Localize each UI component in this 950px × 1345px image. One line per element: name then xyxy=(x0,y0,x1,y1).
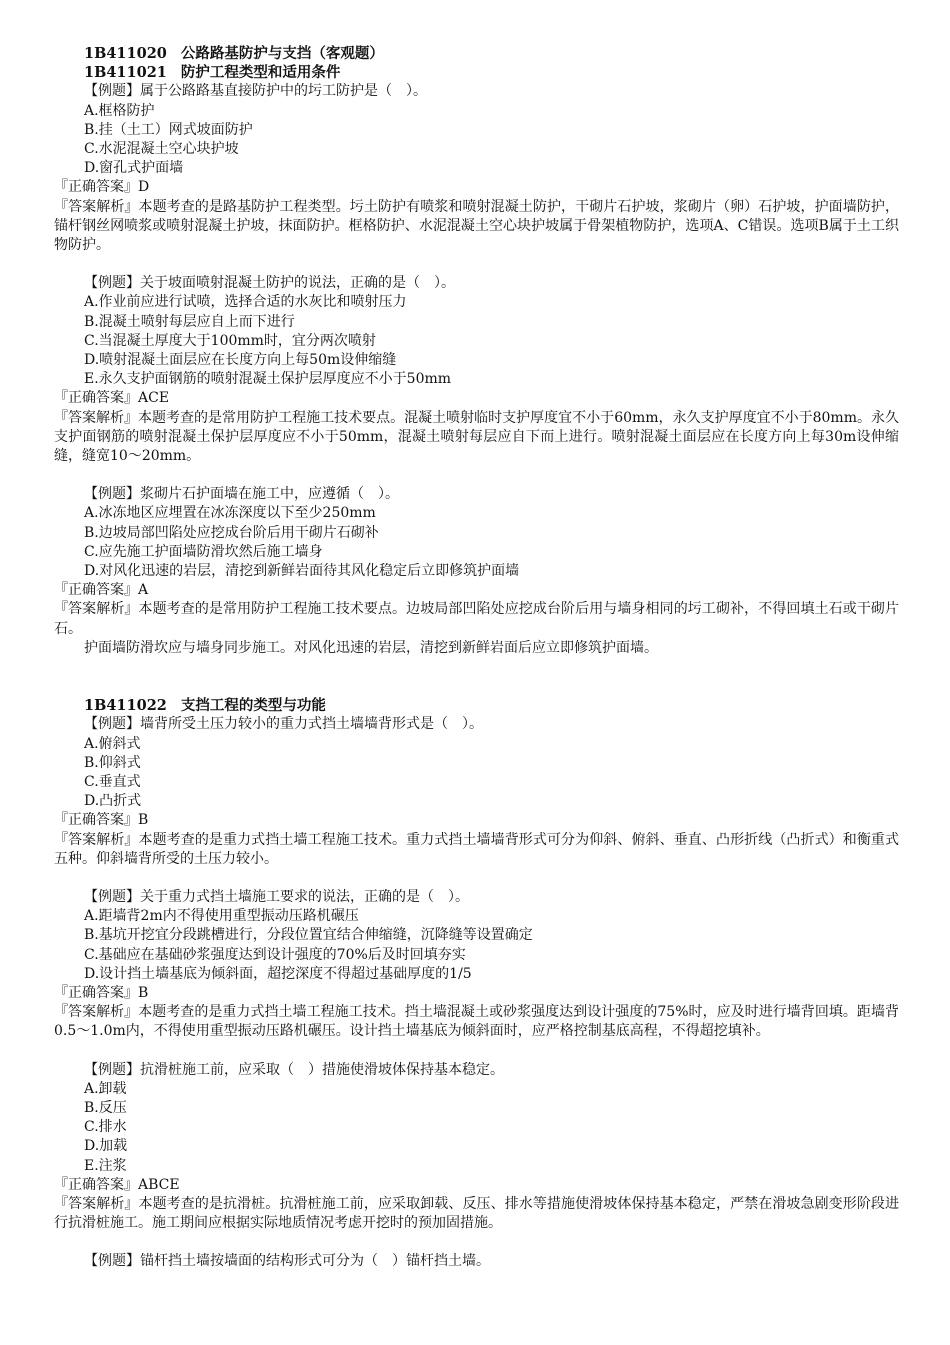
answer-analysis: 『答案解析』本题考查的是路基防护工程类型。圬土防护有喷浆和喷射混凝土防护，干砌片石护坡，浆砌片（卵）石护坡，护面墙防护，锚杆钢丝网喷浆或喷射混凝土护坡，抹面防护。框格防护、水泥混凝土空心块护坡属于骨架植物防护，选项A、C错误。选项B属于土工织物防护。 xyxy=(54,198,899,254)
option: E.永久支护面钢筋的喷射混凝土保护层厚度应不小于50mm xyxy=(84,371,452,388)
section-heading xyxy=(54,44,899,63)
option: C.垂直式 xyxy=(84,773,141,790)
answer-analysis: 『答案解析』本题考查的是常用防护工程施工技术要点。混凝土喷射临时支护厚度宜不小于60mm，永久支护厚度宜不小于80mm。永久支护面钢筋的喷射混凝土保护层厚度应不小于50mm，混凝土喷射每层应自下而上进行。喷射混凝土面层应在长度方向上每30m设伸缩缝，缝宽10～20mm。 xyxy=(54,409,899,465)
question-stem: 【例题】浆砌片石护面墙在施工中，应遵循（ ）。 xyxy=(84,486,399,503)
option: C.水泥混凝土空心块护坡 xyxy=(84,141,239,158)
section-code: 1B411020 xyxy=(84,45,167,62)
question-block xyxy=(54,1061,899,1234)
option: B.混凝土喷射每层应自上而下进行 xyxy=(84,313,295,330)
section-title: 公路路基防护与支挡（客观题） xyxy=(180,45,384,62)
option: C.应先施工护面墙防滑坎然后施工墙身 xyxy=(84,543,323,560)
correct-answer: 『正确答案』B xyxy=(54,984,149,1001)
question-stem: 【例题】抗滑桩施工前，应采取（ ）措施使滑坡体保持基本稳定。 xyxy=(84,1061,504,1078)
option: B.挂（土工）网式坡面防护 xyxy=(84,121,253,138)
option: E.注浆 xyxy=(84,1157,127,1174)
answer-analysis: 『答案解析』本题考查的是常用防护工程施工技术要点。边坡局部凹陷处应挖成台阶后用与墙身相同的圬工砌补，不得回填土石或干砌片石。 xyxy=(54,601,899,637)
option: B.仰斜式 xyxy=(84,754,141,771)
option: C.排水 xyxy=(84,1119,127,1136)
option: C.基础应在基础砂浆强度达到设计强度的70%后及时回填夯实 xyxy=(84,946,466,963)
option: D.凸折式 xyxy=(84,793,142,810)
question-stem: 【例题】墙背所受土压力较小的重力式挡土墙墙背形式是（ ）。 xyxy=(84,716,483,733)
question-block xyxy=(54,888,899,1042)
option: A.俯斜式 xyxy=(84,735,141,752)
option: B.反压 xyxy=(84,1099,127,1116)
question-stem: 【例题】锚杆挡土墙按墙面的结构形式可分为（ ）锚杆挡土墙。 xyxy=(84,1253,490,1270)
correct-answer: 『正确答案』A xyxy=(54,582,149,599)
option: B.边坡局部凹陷处应挖成台阶后用干砌片石砌补 xyxy=(84,524,379,541)
subsection-code: 1B411021 xyxy=(84,64,167,82)
question-block xyxy=(54,715,899,869)
option: A.冰冻地区应埋置在冰冻深度以下至少250mm xyxy=(84,505,376,522)
correct-answer: 『正确答案』ACE xyxy=(54,390,170,407)
question-block xyxy=(54,274,899,466)
option: A.框格防护 xyxy=(84,102,155,119)
option: D.窗孔式护面墙 xyxy=(84,160,184,177)
question-block xyxy=(54,1252,899,1271)
option: A.作业前应进行试喷，选择合适的水灰比和喷射压力 xyxy=(84,294,407,311)
question-stem: 【例题】属于公路路基直接防护中的圬工防护是（ ）。 xyxy=(84,83,427,100)
option: D.对风化迅速的岩层，清挖到新鲜岩面待其风化稳定后立即修筑护面墙 xyxy=(84,563,520,580)
correct-answer: 『正确答案』ABCE xyxy=(54,1176,180,1193)
option: A.距墙背2m内不得使用重型振动压路机碾压 xyxy=(84,908,359,925)
question-block xyxy=(54,82,899,255)
document-page xyxy=(54,44,899,1272)
subsection-title: 支挡工程的类型与功能 xyxy=(180,697,326,715)
answer-analysis: 『答案解析』本题考查的是重力式挡土墙工程施工技术。重力式挡土墙墙背形式可分为仰斜、俯斜、垂直、凸形折线（凸折式）和衡重式五种。仰斜墙背所受的土压力较小。 xyxy=(54,831,899,867)
question-block xyxy=(54,485,899,658)
correct-answer: 『正确答案』D xyxy=(54,179,150,196)
subsection-title: 防护工程类型和适用条件 xyxy=(180,64,341,82)
option: A.卸载 xyxy=(84,1080,127,1097)
option: D.加载 xyxy=(84,1138,128,1155)
question-stem: 【例题】关于重力式挡土墙施工要求的说法，正确的是（ ）。 xyxy=(84,888,469,905)
option: B.基坑开挖宜分段跳槽进行，分段位置宜结合伸缩缝，沉降缝等设置确定 xyxy=(84,927,533,944)
answer-analysis: 『答案解析』本题考查的是重力式挡土墙工程施工技术。挡土墙混凝土或砂浆强度达到设计强度的75%时，应及时进行墙背回填。距墙背0.5～1.0m内，不得使用重型振动压路机碾压。设计挡土墙基底为倾斜面时，应严格控制基底高程，不得超挖填补。 xyxy=(54,1004,899,1040)
question-stem: 【例题】关于坡面喷射混凝土防护的说法，正确的是（ ）。 xyxy=(84,275,455,292)
analysis-note: 护面墙防滑坎应与墙身同步施工。对风化迅速的岩层，清挖到新鲜岩面后应立即修筑护面墙。 xyxy=(84,639,658,656)
option: C.当混凝土厚度大于100mm时，宜分两次喷射 xyxy=(84,332,376,349)
subsection-code: 1B411022 xyxy=(84,697,167,715)
answer-analysis: 『答案解析』本题考查的是抗滑桩。抗滑桩施工前，应采取卸载、反压、排水等措施使滑坡体保持基本稳定，严禁在滑坡急剧变形阶段进行抗滑桩施工。施工期间应根据实际地质情况考虑开挖时的预加固措施。 xyxy=(54,1195,899,1232)
subsection-heading xyxy=(54,63,899,82)
correct-answer: 『正确答案』B xyxy=(54,812,149,829)
subsection-heading xyxy=(54,696,899,715)
option: D.喷射混凝土面层应在长度方向上每50m设伸缩缝 xyxy=(84,352,397,369)
option: D.设计挡土墙基底为倾斜面，超挖深度不得超过基础厚度的1/5 xyxy=(84,965,472,982)
